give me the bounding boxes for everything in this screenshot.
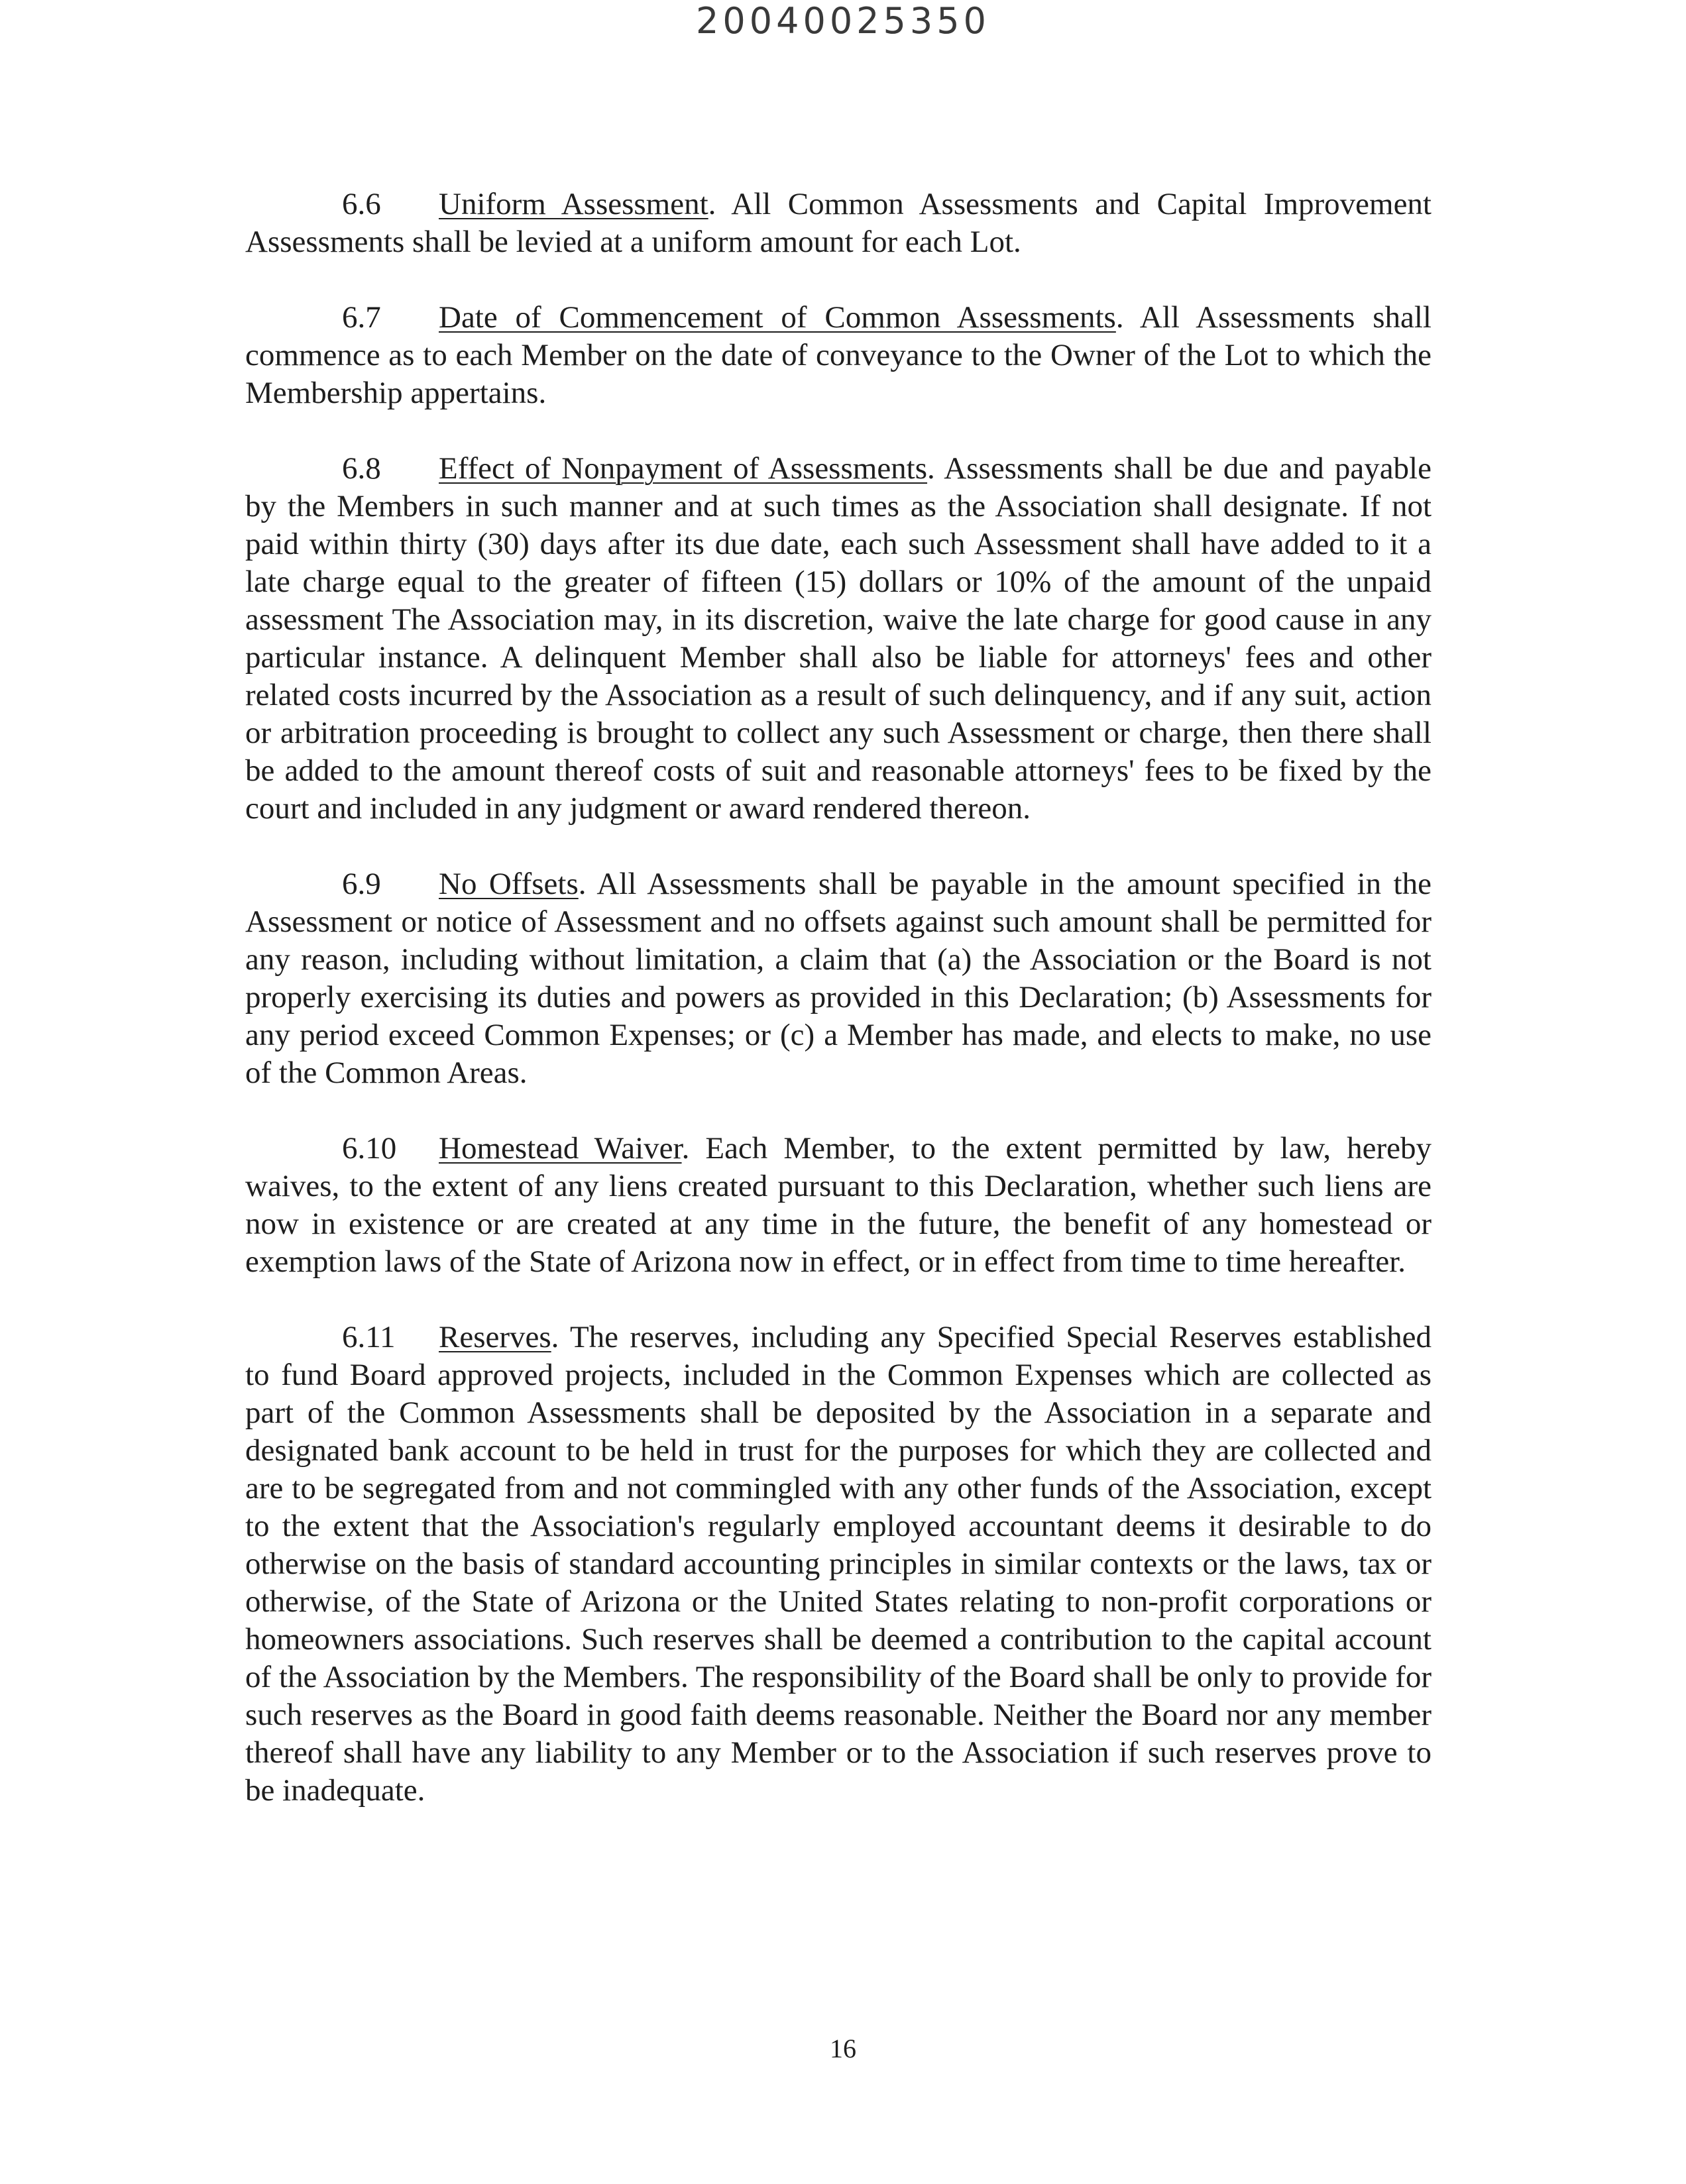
section-title: Reserves	[439, 1320, 551, 1354]
section-6-6: 6.6 Uniform Assessment. All Common Assessments and Capital Improvement Assessments shall be levied at a uniform amount for each Lot.	[245, 187, 1432, 259]
section-number: 6.9	[342, 867, 381, 901]
section-title: Homestead Waiver	[439, 1131, 682, 1166]
section-6-8: 6.8 Effect of Nonpayment of Assessments. Assessments shall be due and payable by the Members in such manner and at such times as the Association shall designate. If not paid within thirty (30) days after its due date, each such Assessment shall have added to it a late charge equal to the greater of fifteen (15) dollars or 10% of the amount of the unpaid assessment The Association may, in its discretion, waive the late charge for good cause in any particular instance. A delinquent Member shall also be liable for attorneys' fees and other related costs incurred by the Association as a result of such delinquency, and if any suit, action or arbitration proceeding is brought to collect any such Assessment or charge, then there shall be added to the amount thereof costs of suit and reasonable attorneys' fees to be fixed by the court and included in any judgment or award rendered thereon.	[245, 451, 1432, 826]
section-number: 6.11	[342, 1320, 396, 1354]
section-6-9: 6.9 No Offsets. All Assessments shall be payable in the amount specified in the Assessment or notice of Assessment and no offsets against such amount shall be permitted for any reason, including without limitation, a claim that (a) the Association or the Board is not properly exercising its duties and powers as provided in this Declaration; (b) Assessments for any period exceed Common Expenses; or (c) a Member has made, and elects to make, no use of the Common Areas.	[245, 867, 1432, 1090]
section-body: The reserves, including any Specified Special Reserves established to fund Board approved projects, included in the Common Expenses which are collected as part of the Common Assessments shall be deposited by the Association in a separate and designated bank account to be held in trust for the purposes for which they are collected and are to be segregated from and not commingled with any other funds of the Association, except to the extent that the Association's regularly employed accountant deems it desirable to do otherwise on the basis of standard accounting principles in similar contexts or the laws, tax or otherwise, of the State of Arizona or the United States relating to non-profit corporations or homeowners associations. Such reserves shall be deemed a contribution to the capital account of the Association by the Members. The responsibility of the Board shall be only to provide for such reserves as the Board in good faith deems reasonable. Neither the Board nor any member thereof shall have any liability to any Member or to the Association if such reserves prove to be inadequate.	[245, 1320, 1432, 1808]
document-number: 20040025350	[696, 0, 990, 42]
section-6-7: 6.7 Date of Commencement of Common Assessments. All Assessments shall commence as to each Member on the date of conveyance to the Owner of the Lot to which the Membership appertains.	[245, 300, 1432, 410]
section-6-11: 6.11 Reserves. The reserves, including any Specified Special Reserves established to fund Board approved projects, included in the Common Expenses which are collected as part of the Common Assessments shall be deposited by the Association in a separate and designated bank account to be held in trust for the purposes for which they are collected and are to be segregated from and not commingled with any other funds of the Association, except to the extent that the Association's regularly employed accountant deems it desirable to do otherwise on the basis of standard accounting principles in similar contexts or the laws, tax or otherwise, of the State of Arizona or the United States relating to non-profit corporations or homeowners associations. Such reserves shall be deemed a contribution to the capital account of the Association by the Members. The responsibility of the Board shall be only to provide for such reserves as the Board in good faith deems reasonable. Neither the Board nor any member thereof shall have any liability to any Member or to the Association if such reserves prove to be inadequate.	[245, 1320, 1432, 1808]
section-body: All Assessments shall be payable in the amount specified in the Assessment or notice of Assessment and no offsets against such amount shall be permitted for any reason, including without limitation, a claim that (a) the Association or the Board is not properly exercising its duties and powers as provided in this Declaration; (b) Assessments for any period exceed Common Expenses; or (c) a Member has made, and elects to make, no use of the Common Areas.	[245, 867, 1432, 1090]
page-number: 16	[830, 2034, 856, 2063]
section-number: 6.7	[342, 300, 381, 335]
section-body: All Common Assessments and Capital Improvement Assessments shall be levied at a uniform amount for each Lot.	[245, 187, 1432, 259]
section-body: All Assessments shall commence as to each Member on the date of conveyance to the Owner of the Lot to which the Membership appertains.	[245, 300, 1432, 410]
section-number: 6.8	[342, 451, 381, 486]
section-body: Each Member, to the extent permitted by law, hereby waives, to the extent of any liens created pursuant to this Declaration, whether such liens are now in existence or are created at any time in the future, the benefit of any homestead or exemption laws of the State of Arizona now in effect, or in effect from time to time hereafter.	[245, 1131, 1432, 1279]
section-number: 6.10	[342, 1131, 397, 1166]
section-title: Effect of Nonpayment of Assessments	[439, 451, 928, 486]
section-body: Assessments shall be due and payable by the Members in such manner and at such times as the Association shall designate. If not paid within thirty (30) days after its due date, each such Assessment shall have added to it a late charge equal to the greater of fifteen (15) dollars or 10% of the amount of the unpaid assessment The Association may, in its discretion, waive the late charge for good cause in any particular instance. A delinquent Member shall also be liable for attorneys' fees and other related costs incurred by the Association as a result of such delinquency, and if any suit, action or arbitration proceeding is brought to collect any such Assessment or charge, then there shall be added to the amount thereof costs of suit and reasonable attorneys' fees to be fixed by the court and included in any judgment or award rendered thereon.	[245, 451, 1432, 826]
section-number: 6.6	[342, 187, 381, 221]
section-6-10: 6.10 Homestead Waiver. Each Member, to the extent permitted by law, hereby waives, to the extent of any liens created pursuant to this Declaration, whether such liens are now in existence or are created at any time in the future, the benefit of any homestead or exemption laws of the State of Arizona now in effect, or in effect from time to time hereafter.	[245, 1131, 1432, 1279]
section-title: Date of Commencement of Common Assessments	[439, 300, 1116, 335]
document-body	[245, 186, 1432, 1847]
section-title: Uniform Assessment	[439, 187, 708, 221]
section-title: No Offsets	[439, 867, 579, 901]
